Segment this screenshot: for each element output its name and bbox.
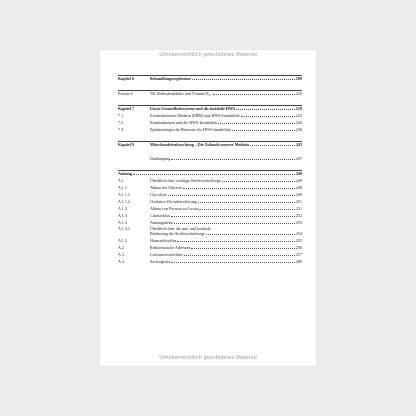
toc-section-number: A 1.1	[118, 185, 127, 190]
toc-section-number: A 1.2	[118, 206, 127, 211]
toc-leader-dots	[133, 174, 295, 175]
toc-entry-title: Überblick über wichtige Stoffwechselwege	[150, 178, 221, 183]
toc-entry-title: Oxidative Decarboxylierung	[150, 199, 197, 204]
toc-leader-dots	[168, 195, 295, 196]
toc-leader-dots	[171, 159, 294, 160]
toc-entry-a1-1-1	[118, 192, 302, 198]
toc-entry-kapitel-7	[118, 106, 302, 112]
toc-leader-dots	[171, 262, 295, 263]
toc-entry-a1-1	[118, 185, 302, 191]
toc-leader-dots	[206, 234, 295, 235]
toc-page-number: 254	[295, 230, 302, 236]
toc-leader-dots	[241, 116, 295, 117]
toc-entry-7-3	[118, 127, 302, 133]
toc-entry-a1-4-1	[118, 227, 302, 237]
toc-chapter-label: Exkurs 6	[118, 91, 133, 96]
toc-section-number: A 1.3	[118, 213, 127, 218]
toc-page-number: 243	[295, 142, 302, 147]
toc-section-number: 7.1	[118, 113, 124, 118]
toc-page-number: 249	[295, 178, 302, 183]
toc-entry-a2	[118, 245, 302, 251]
toc-leader-dots	[198, 202, 295, 203]
toc-entry-a3	[118, 252, 302, 258]
toc-entry-title: Citratzyklus	[150, 213, 171, 218]
toc-page-number: 249	[295, 171, 302, 176]
toc-leader-dots	[236, 109, 295, 110]
toc-page-number: 236	[295, 127, 302, 132]
watermark-bottom: Urheberrechtlich geschütztes Material	[159, 355, 257, 361]
document-page	[100, 50, 316, 366]
toc-entry-title: Abbau von Pyruvat zu Lactat	[150, 206, 198, 211]
toc-leader-dots	[171, 216, 295, 217]
toc-entry-anhang	[118, 171, 302, 177]
toc-entry-danksagung	[118, 156, 302, 162]
toc-entry-a1-5	[118, 238, 302, 244]
toc-page-number: 209	[295, 76, 302, 81]
toc-entry-a1-1-2	[118, 199, 302, 205]
toc-page-number: 255	[295, 238, 302, 243]
toc-section-number: A 1.4	[118, 220, 127, 225]
toc-entry-a4	[118, 259, 302, 265]
toc-page-number: 216	[295, 91, 302, 96]
toc-leader-dots	[218, 123, 295, 124]
toc-entry-title: Atmungskette	[150, 220, 173, 225]
toc-section-number: A 3	[118, 252, 124, 257]
toc-entry-7-2	[118, 120, 302, 126]
toc-entry-title: Relativistische Adressen	[150, 245, 191, 250]
toc-entry-a1	[118, 178, 302, 184]
toc-leader-dots	[183, 188, 295, 189]
toc-entry-title-line1: Überblick über die ana- und katabole	[150, 226, 211, 231]
toc-entry-title: Anhang	[118, 171, 132, 176]
toc-page-number: 249	[295, 185, 302, 190]
toc-leader-dots	[174, 223, 295, 224]
toc-page-number: 249	[295, 192, 302, 197]
toc-leader-dots	[191, 248, 295, 249]
toc-section-number: A 1.1.2	[118, 199, 130, 204]
toc-page-number: 256	[295, 245, 302, 250]
toc-leader-dots	[232, 130, 295, 131]
toc-entry-title: Unser Gesundheitssystem und die instabile HWS	[150, 106, 236, 111]
toc-entry-title: Krankenkassen und die HWS-Instabilität	[150, 120, 218, 125]
toc-chapter-label: Kapitel 7	[118, 106, 135, 111]
toc-section-number: A 1.5	[118, 238, 127, 243]
toc-entry-exkurs-6	[118, 91, 302, 97]
toc-leader-dots	[192, 79, 295, 80]
toc-page-number: 251	[295, 206, 302, 211]
toc-entry-title: Danksagung	[150, 156, 171, 161]
toc-leader-dots	[177, 241, 295, 242]
toc-leader-dots	[222, 181, 295, 182]
toc-section-number: 7.3	[118, 127, 124, 132]
toc-entry-title: NS, Reflexkrankheit und Vitamin B₁₂	[150, 91, 212, 96]
toc-section-number: 7.2	[118, 120, 124, 125]
toc-entry-7-1	[118, 113, 302, 119]
toc-entry-a1-3	[118, 213, 302, 219]
toc-entry-title-line2: Bedeutung der Stoffwechselwege	[150, 230, 205, 236]
toc-entry-kapitel-8	[118, 142, 302, 148]
toc-entry-title: Literaturverzeichnis	[150, 252, 183, 257]
toc-chapter-label: Kapitel 8	[118, 142, 135, 147]
toc-section-number: A 1	[118, 178, 124, 183]
toc-entry-title: Glycolyse	[150, 192, 167, 197]
toc-page-number: 257	[295, 252, 302, 257]
toc-leader-dots	[213, 94, 295, 95]
toc-page-number: 253	[295, 220, 302, 225]
toc-page-number: 247	[295, 156, 302, 161]
toc-entry-title: Abbau der Glucose	[150, 185, 182, 190]
watermark-top: Urheberrechtlich geschütztes Material	[159, 52, 257, 58]
toc-entry-title: Behandlungsergebnisse	[150, 76, 191, 81]
toc-entry-title: Sachregister	[150, 259, 171, 264]
toc-entry-title: Mitochondrienforschung – Die Zukunft unserer Medizin	[150, 142, 249, 147]
toc-page-number: 280	[295, 259, 302, 264]
toc-section-number: A 2	[118, 245, 124, 250]
toc-leader-dots	[250, 145, 295, 146]
toc-section-number: A 4	[118, 259, 124, 264]
toc-entry-a1-2	[118, 206, 302, 212]
toc-page-number: 251	[295, 199, 302, 204]
toc-page-number: 252	[295, 213, 302, 218]
toc-entry-kapitel-6	[118, 76, 302, 82]
toc-page-number: 226	[295, 120, 302, 125]
toc-section-number: A 1.4.1	[118, 226, 130, 231]
toc-leader-dots	[184, 255, 295, 256]
toc-chapter-label: Kapitel 6	[118, 76, 135, 81]
toc-entry-title: Evidenzbasierte Medizin (EBM) und HWS-Instabilität	[150, 113, 240, 118]
toc-leader-dots	[199, 209, 295, 210]
toc-entry-title: Epidemiologische Hinweise für HWS-Instabilität	[150, 127, 231, 132]
toc-page-number: 223	[295, 113, 302, 118]
toc-section-number: A 1.1.1	[118, 192, 130, 197]
toc-page-number: 219	[295, 106, 302, 111]
toc-entry-title: Harnstoffzyklus	[150, 238, 177, 243]
